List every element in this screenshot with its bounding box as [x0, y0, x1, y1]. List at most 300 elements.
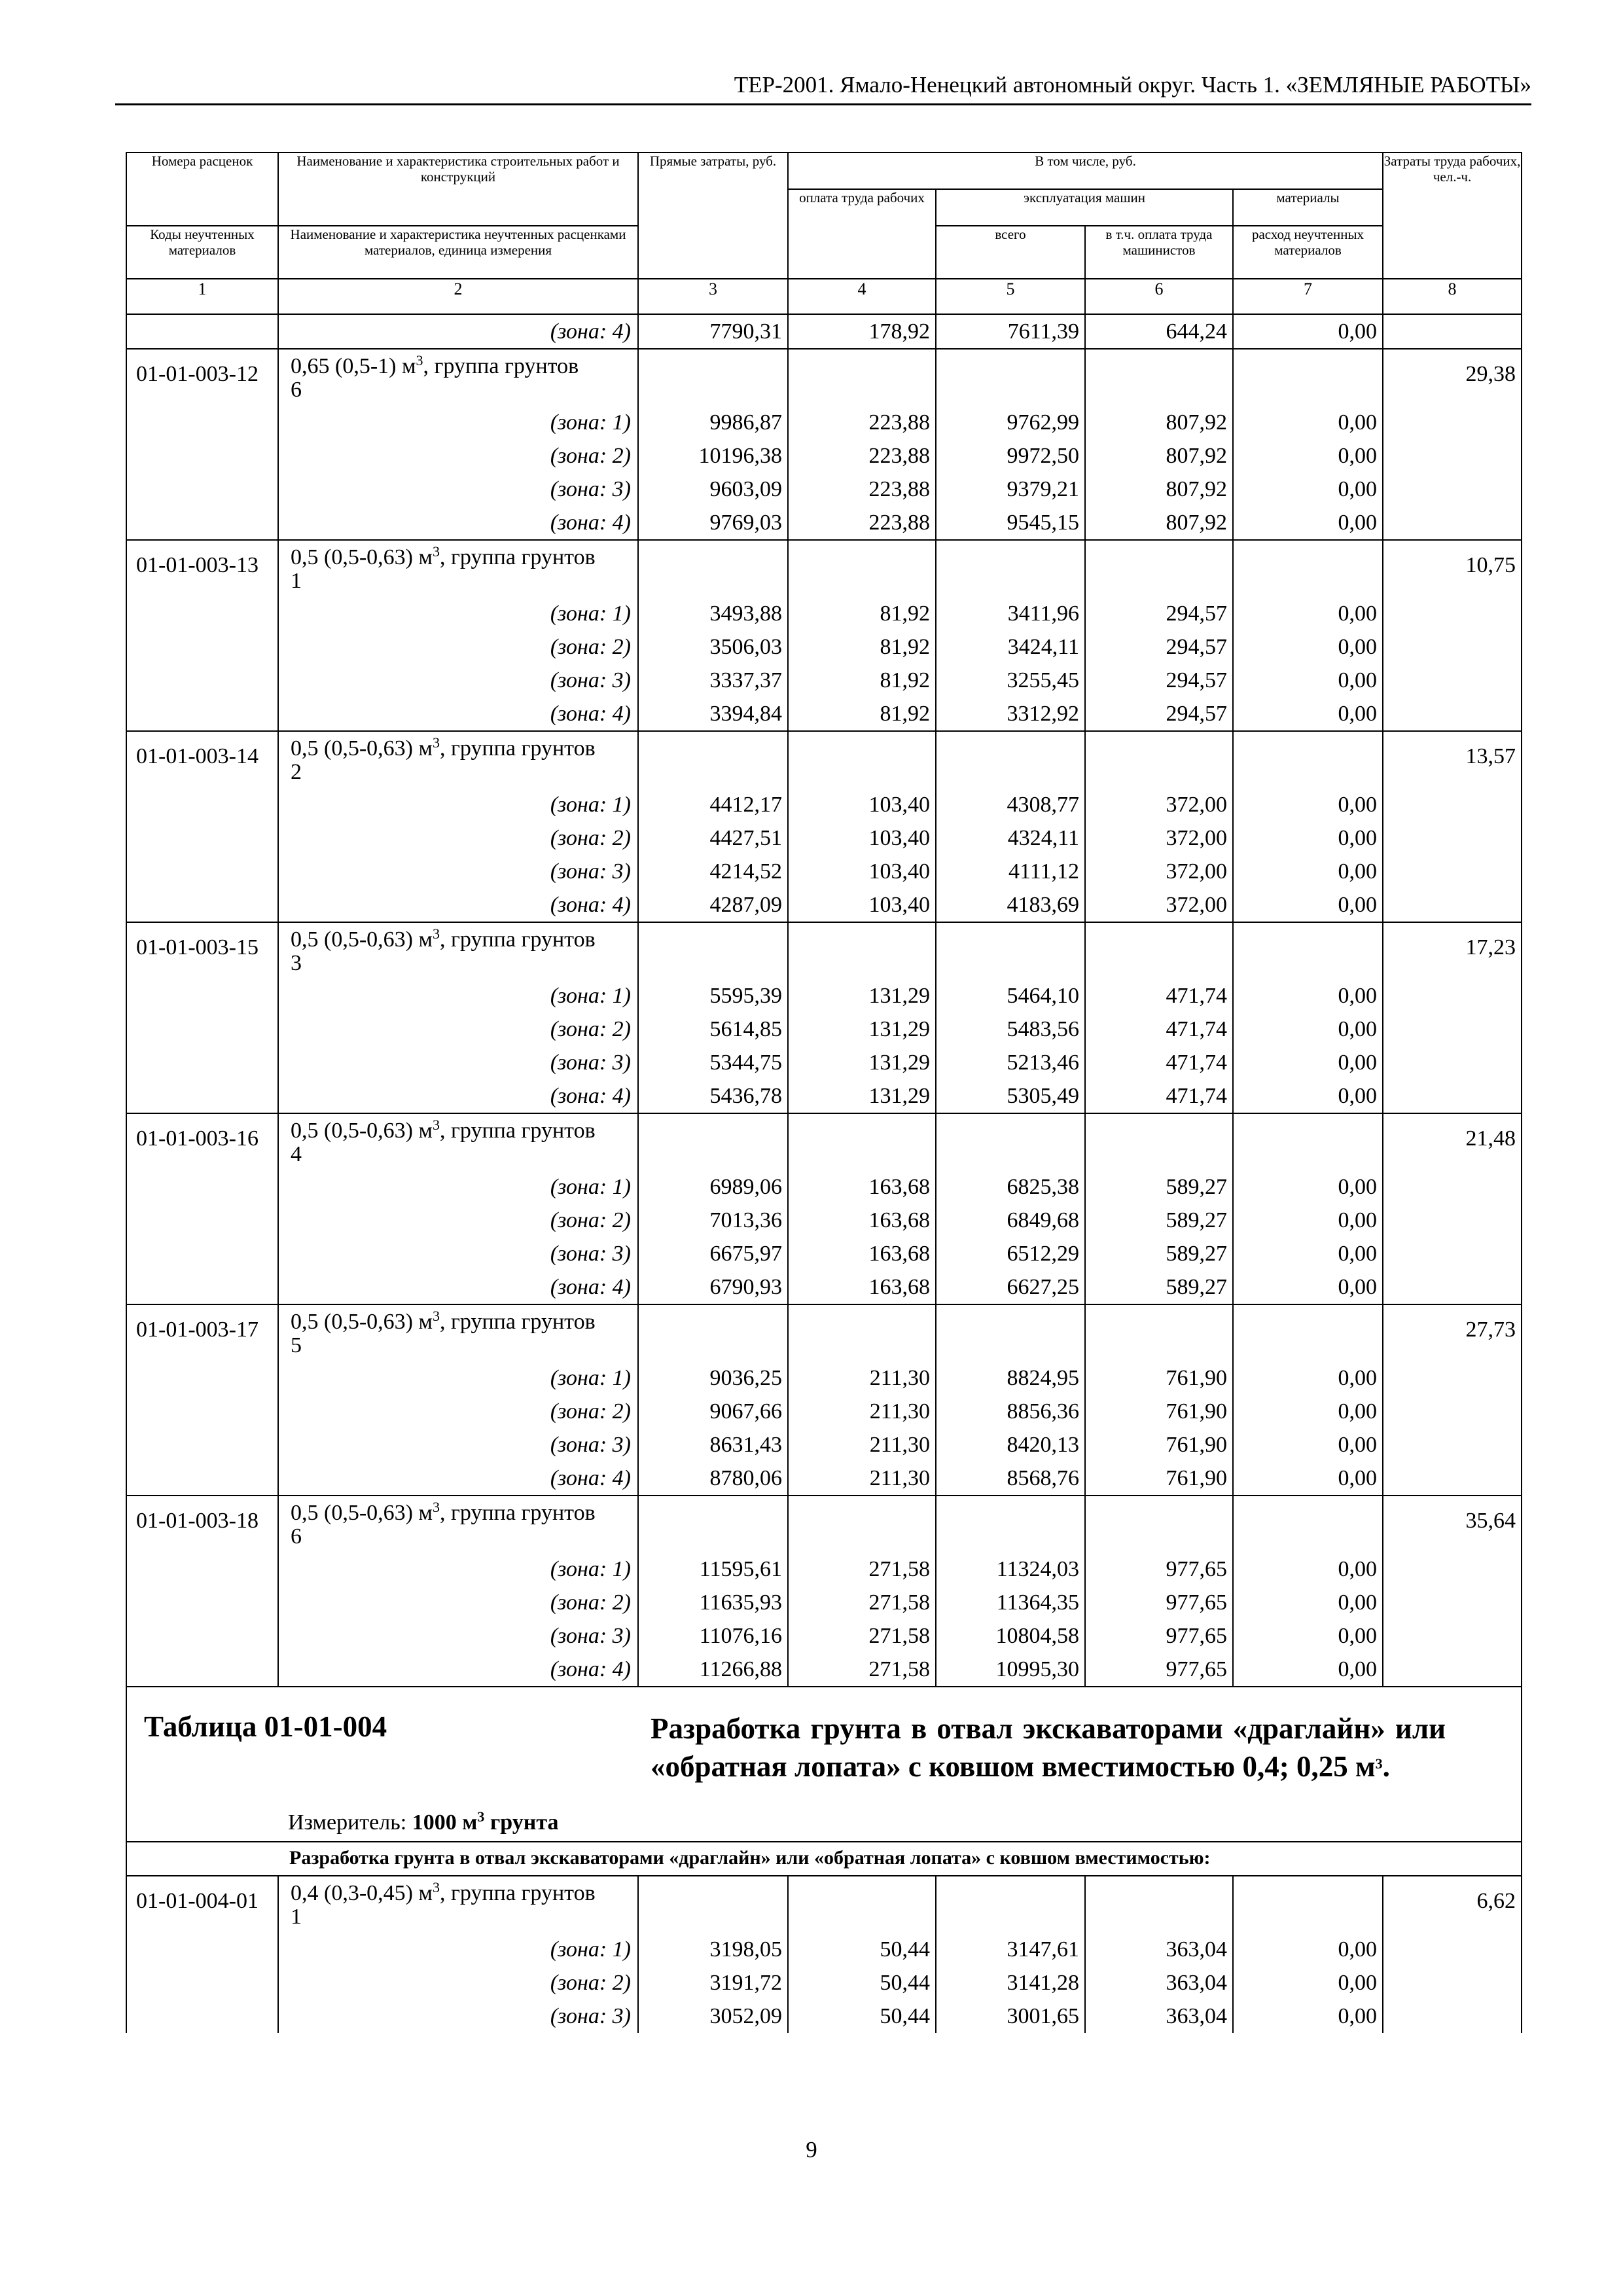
value-machines-wages: 977,65	[1085, 1586, 1233, 1619]
rate-name-sup: 3	[432, 1308, 440, 1324]
value-machines-total: 5305,49	[936, 1079, 1085, 1113]
zone-row	[126, 314, 1522, 349]
value-machines-wages: 372,00	[1085, 788, 1233, 821]
value-wages: 103,40	[788, 821, 936, 855]
zone-row	[126, 439, 1522, 473]
value-machines-total: 6512,29	[936, 1237, 1085, 1270]
zone-label: (зона: 1)	[278, 1933, 638, 1966]
zone-row	[126, 1013, 1522, 1046]
value-machines-total: 3424,11	[936, 630, 1085, 664]
value-direct: 3394,84	[638, 697, 788, 731]
value-machines-wages: 471,74	[1085, 979, 1233, 1013]
value-direct: 6675,97	[638, 1237, 788, 1270]
value-machines-total: 8856,36	[936, 1395, 1085, 1428]
zone-row	[126, 1428, 1522, 1462]
value-wages: 271,58	[788, 1653, 936, 1687]
zone-row	[126, 888, 1522, 922]
zone-label: (зона: 4)	[278, 1653, 638, 1687]
col-header-name-bottom: Наименование и характеристика неучтенных расценками материалов, единица измерения	[278, 226, 638, 279]
value-machines-total: 4324,11	[936, 821, 1085, 855]
value-wages: 131,29	[788, 1046, 936, 1079]
value-wages: 211,30	[788, 1395, 936, 1428]
rate-name-line2: 1	[291, 569, 302, 593]
zone-row	[126, 1079, 1522, 1113]
col-header-machines: эксплуатация машин	[936, 189, 1233, 226]
zone-label: (зона: 1)	[278, 979, 638, 1013]
value-materials: 0,00	[1233, 855, 1383, 888]
zone-label: (зона: 2)	[278, 1586, 638, 1619]
rate-name-line2: 1	[291, 1905, 302, 1929]
value-direct: 8780,06	[638, 1462, 788, 1496]
value-machines-wages: 589,27	[1085, 1270, 1233, 1304]
value-materials: 0,00	[1233, 1395, 1383, 1428]
value-materials: 0,00	[1233, 473, 1383, 506]
value-materials: 0,00	[1233, 821, 1383, 855]
rate-labor: 10,75	[1383, 540, 1522, 597]
table-title	[651, 1710, 1446, 1785]
value-materials: 0,00	[1233, 1170, 1383, 1204]
zone-label: (зона: 1)	[278, 1552, 638, 1586]
value-direct: 10196,38	[638, 439, 788, 473]
zone-row	[126, 506, 1522, 540]
value-direct: 7790,31	[638, 314, 788, 349]
value-machines-total: 8824,95	[936, 1361, 1085, 1395]
value-wages: 223,88	[788, 406, 936, 439]
table-title-row	[126, 1687, 1522, 1842]
value-materials: 0,00	[1233, 439, 1383, 473]
zone-row	[126, 406, 1522, 439]
value-materials: 0,00	[1233, 406, 1383, 439]
zone-row	[126, 697, 1522, 731]
value-machines-wages: 761,90	[1085, 1462, 1233, 1496]
value-wages: 103,40	[788, 855, 936, 888]
col-header-name-top: Наименование и характеристика строительных работ и конструкций	[278, 152, 638, 226]
zone-row	[126, 855, 1522, 888]
value-direct: 9067,66	[638, 1395, 788, 1428]
col-header-incl: В том числе, руб.	[788, 152, 1383, 189]
value-materials: 0,00	[1233, 1428, 1383, 1462]
zone-label: (зона: 2)	[278, 1966, 638, 2000]
rate-name-tail: , группа грунтов	[439, 1501, 596, 1525]
rate-labor: 21,48	[1383, 1113, 1522, 1170]
value-direct: 4427,51	[638, 821, 788, 855]
zone-label: (зона: 3)	[278, 1619, 638, 1653]
value-machines-wages: 807,92	[1085, 506, 1233, 540]
zone-label: (зона: 4)	[278, 888, 638, 922]
value-direct: 6989,06	[638, 1170, 788, 1204]
value-wages: 211,30	[788, 1462, 936, 1496]
value-machines-wages: 372,00	[1085, 855, 1233, 888]
value-materials: 0,00	[1233, 979, 1383, 1013]
value-direct: 11635,93	[638, 1586, 788, 1619]
value-wages: 50,44	[788, 2000, 936, 2033]
rate-head-row	[126, 540, 1522, 597]
rate-labor: 17,23	[1383, 922, 1522, 979]
rate-name	[278, 540, 638, 597]
zone-label: (зона: 1)	[278, 597, 638, 630]
zone-label: (зона: 2)	[278, 821, 638, 855]
value-machines-total: 8568,76	[936, 1462, 1085, 1496]
value-direct: 3493,88	[638, 597, 788, 630]
value-wages: 223,88	[788, 439, 936, 473]
zone-label: (зона: 3)	[278, 2000, 638, 2033]
rates-table	[126, 152, 1522, 2033]
value-machines-wages: 363,04	[1085, 2000, 1233, 2033]
column-number: 4	[788, 279, 936, 314]
value-materials: 0,00	[1233, 1237, 1383, 1270]
zone-label: (зона: 3)	[278, 855, 638, 888]
rate-code: 01-01-004-01	[126, 1876, 278, 1933]
column-number: 5	[936, 279, 1085, 314]
value-materials: 0,00	[1233, 1079, 1383, 1113]
value-machines-total: 10804,58	[936, 1619, 1085, 1653]
rate-name	[278, 349, 638, 406]
value-machines-total: 8420,13	[936, 1428, 1085, 1462]
running-header: ТЕР-2001. Ямало-Ненецкий автономный округ. Часть 1. «ЗЕМЛЯНЫЕ РАБОТЫ»	[115, 71, 1531, 105]
value-machines-total: 3312,92	[936, 697, 1085, 731]
value-direct: 5436,78	[638, 1079, 788, 1113]
zone-label: (зона: 2)	[278, 1204, 638, 1237]
value-machines-total: 3147,61	[936, 1933, 1085, 1966]
value-wages: 131,29	[788, 1013, 936, 1046]
value-direct: 3337,37	[638, 664, 788, 697]
col-header-materials-sub: расход неучтенных материалов	[1233, 226, 1383, 279]
value-wages: 223,88	[788, 506, 936, 540]
zone-row	[126, 473, 1522, 506]
value-machines-total: 3255,45	[936, 664, 1085, 697]
rate-head-row	[126, 1304, 1522, 1361]
value-machines-total: 3411,96	[936, 597, 1085, 630]
value-machines-wages: 807,92	[1085, 439, 1233, 473]
rate-head-row	[126, 349, 1522, 406]
value-materials: 0,00	[1233, 1270, 1383, 1304]
rate-name-sup: 3	[432, 1117, 440, 1133]
rate-name-sup: 3	[432, 1499, 440, 1515]
column-number: 7	[1233, 279, 1383, 314]
zone-row	[126, 630, 1522, 664]
value-wages: 223,88	[788, 473, 936, 506]
rate-name-main: 0,5 (0,5-0,63) м	[291, 1501, 433, 1525]
zone-row	[126, 1170, 1522, 1204]
zone-label: (зона: 4)	[278, 1270, 638, 1304]
col-header-machines-wages: в т.ч. оплата труда машинистов	[1085, 226, 1233, 279]
value-direct: 5595,39	[638, 979, 788, 1013]
rate-name-tail: , группа грунтов	[439, 927, 596, 952]
rate-name-tail: , группа грунтов	[439, 1881, 596, 1905]
value-materials: 0,00	[1233, 1552, 1383, 1586]
zone-row	[126, 1619, 1522, 1653]
value-wages: 50,44	[788, 1966, 936, 2000]
rate-name-sup: 3	[432, 1879, 440, 1895]
column-number: 1	[126, 279, 278, 314]
value-direct: 4214,52	[638, 855, 788, 888]
value-materials: 0,00	[1233, 1586, 1383, 1619]
col-header-labor: Затраты труда рабочих, чел.-ч.	[1383, 152, 1522, 279]
zone-label: (зона: 1)	[278, 788, 638, 821]
col-header-code-top: Номера расценок	[126, 152, 278, 226]
zone-label: (зона: 1)	[278, 1361, 638, 1395]
table-title-text: Разработка грунта в отвал экскаваторами «драглайн» или «обратная лопата» с ковшом вместимостью 0,4; 0,25 м	[651, 1712, 1446, 1783]
zone-row	[126, 1204, 1522, 1237]
zone-row	[126, 1237, 1522, 1270]
measure-prefix: Измеритель:	[288, 1810, 407, 1835]
measure-sup: 3	[477, 1808, 485, 1825]
value-machines-wages: 294,57	[1085, 697, 1233, 731]
value-machines-total: 5213,46	[936, 1046, 1085, 1079]
value-machines-wages: 372,00	[1085, 888, 1233, 922]
rate-name	[278, 1876, 638, 1933]
rate-head-row	[126, 1876, 1522, 1933]
zone-row	[126, 1270, 1522, 1304]
value-machines-total: 10995,30	[936, 1653, 1085, 1687]
rate-name-tail: , группа грунтов	[439, 736, 596, 761]
page-number: 9	[806, 2137, 817, 2162]
section-heading: Разработка грунта в отвал экскаваторами «драглайн» или «обратная лопата» с ковшом вместимостью:	[126, 1842, 1522, 1876]
zone-row	[126, 1586, 1522, 1619]
value-machines-total: 11364,35	[936, 1586, 1085, 1619]
rate-labor: 35,64	[1383, 1496, 1522, 1552]
rate-name-main: 0,65 (0,5-1) м	[291, 354, 416, 378]
rate-head-row	[126, 731, 1522, 788]
value-machines-total: 4111,12	[936, 855, 1085, 888]
column-number: 2	[278, 279, 638, 314]
rate-name-tail: , группа грунтов	[439, 1310, 596, 1334]
rate-name-main: 0,5 (0,5-0,63) м	[291, 1119, 433, 1143]
rate-name-main: 0,5 (0,5-0,63) м	[291, 1310, 433, 1334]
zone-label: (зона: 4)	[278, 697, 638, 731]
value-wages: 81,92	[788, 697, 936, 731]
value-wages: 163,68	[788, 1237, 936, 1270]
rate-name-tail: , группа грунтов	[439, 545, 596, 569]
value-machines-wages: 977,65	[1085, 1619, 1233, 1653]
value-direct: 9986,87	[638, 406, 788, 439]
value-machines-wages: 363,04	[1085, 1933, 1233, 1966]
zone-row	[126, 664, 1522, 697]
value-machines-wages: 471,74	[1085, 1013, 1233, 1046]
zone-row	[126, 788, 1522, 821]
zone-label: (зона: 4)	[278, 1079, 638, 1113]
rate-code: 01-01-003-15	[126, 922, 278, 979]
value-materials: 0,00	[1233, 788, 1383, 821]
value-materials: 0,00	[1233, 1046, 1383, 1079]
rate-name-line2: 3	[291, 951, 302, 975]
col-header-code-bottom: Коды неучтенных материалов	[126, 226, 278, 279]
zone-label: (зона: 2)	[278, 1395, 638, 1428]
rate-name	[278, 1113, 638, 1170]
zone-label: (зона: 2)	[278, 439, 638, 473]
value-materials: 0,00	[1233, 1013, 1383, 1046]
rate-name-line2: 5	[291, 1333, 302, 1357]
value-materials: 0,00	[1233, 1966, 1383, 2000]
rate-code: 01-01-003-16	[126, 1113, 278, 1170]
col-header-wages: оплата труда рабочих	[788, 189, 936, 279]
value-machines-total: 6825,38	[936, 1170, 1085, 1204]
rate-name-line2: 2	[291, 760, 302, 784]
column-number: 3	[638, 279, 788, 314]
zone-row	[126, 1653, 1522, 1687]
value-machines-total: 5483,56	[936, 1013, 1085, 1046]
zone-row	[126, 1462, 1522, 1496]
rate-name-tail: , группа грунтов	[439, 1119, 596, 1143]
table-label: Таблица 01-01-004	[144, 1710, 387, 1743]
value-direct: 3191,72	[638, 1966, 788, 2000]
rate-name-main: 0,5 (0,5-0,63) м	[291, 927, 433, 952]
value-machines-total: 5464,10	[936, 979, 1085, 1013]
zone-row	[126, 821, 1522, 855]
zone-row	[126, 1966, 1522, 2000]
rate-code: 01-01-003-17	[126, 1304, 278, 1361]
rate-name-tail: , группа грунтов	[423, 354, 579, 378]
measure-tail: грунта	[490, 1810, 559, 1835]
rate-code: 01-01-003-18	[126, 1496, 278, 1552]
rate-labor: 29,38	[1383, 349, 1522, 406]
value-direct: 9603,09	[638, 473, 788, 506]
value-wages: 103,40	[788, 788, 936, 821]
value-direct: 9036,25	[638, 1361, 788, 1395]
value-machines-wages: 807,92	[1085, 473, 1233, 506]
value-materials: 0,00	[1233, 1462, 1383, 1496]
value-wages: 81,92	[788, 597, 936, 630]
value-direct: 3052,09	[638, 2000, 788, 2033]
value-materials: 0,00	[1233, 630, 1383, 664]
value-machines-total: 6849,68	[936, 1204, 1085, 1237]
value-machines-total: 7611,39	[936, 314, 1085, 349]
rate-name-sup: 3	[416, 352, 423, 368]
value-wages: 131,29	[788, 1079, 936, 1113]
zone-row	[126, 2000, 1522, 2033]
value-wages: 81,92	[788, 664, 936, 697]
zone-label: (зона: 2)	[278, 1013, 638, 1046]
value-machines-total: 9762,99	[936, 406, 1085, 439]
col-header-materials: материалы	[1233, 189, 1383, 226]
value-machines-total: 9379,21	[936, 473, 1085, 506]
zone-row	[126, 597, 1522, 630]
zone-row	[126, 1046, 1522, 1079]
value-materials: 0,00	[1233, 888, 1383, 922]
section-row	[126, 1842, 1522, 1876]
value-materials: 0,00	[1233, 1361, 1383, 1395]
rate-head-row	[126, 1113, 1522, 1170]
value-machines-wages: 589,27	[1085, 1204, 1233, 1237]
value-machines-wages: 471,74	[1085, 1079, 1233, 1113]
value-materials: 0,00	[1233, 506, 1383, 540]
value-wages: 103,40	[788, 888, 936, 922]
rate-head-row	[126, 1496, 1522, 1552]
value-wages: 163,68	[788, 1170, 936, 1204]
zone-label: (зона: 3)	[278, 473, 638, 506]
value-machines-wages: 807,92	[1085, 406, 1233, 439]
value-wages: 211,30	[788, 1361, 936, 1395]
value-wages: 178,92	[788, 314, 936, 349]
zone-label: (зона: 3)	[278, 664, 638, 697]
zone-label: (зона: 4)	[278, 506, 638, 540]
zone-row	[126, 979, 1522, 1013]
column-number-row	[126, 279, 1522, 314]
value-machines-wages: 977,65	[1085, 1653, 1233, 1687]
value-machines-total: 4308,77	[936, 788, 1085, 821]
value-direct: 3198,05	[638, 1933, 788, 1966]
rate-name	[278, 1496, 638, 1552]
value-machines-wages: 589,27	[1085, 1170, 1233, 1204]
value-machines-wages: 471,74	[1085, 1046, 1233, 1079]
value-machines-total: 4183,69	[936, 888, 1085, 922]
rate-name-main: 0,5 (0,5-0,63) м	[291, 545, 433, 569]
rate-name-line2: 6	[291, 378, 302, 402]
value-machines-total: 6627,25	[936, 1270, 1085, 1304]
measure-unit	[288, 1810, 558, 1835]
zone-row	[126, 1361, 1522, 1395]
zone-label: (зона: 1)	[278, 406, 638, 439]
value-machines-wages: 761,90	[1085, 1395, 1233, 1428]
rate-name	[278, 922, 638, 979]
value-materials: 0,00	[1233, 1933, 1383, 1966]
zone-row	[126, 1395, 1522, 1428]
zone-label: (зона: 3)	[278, 1237, 638, 1270]
rate-name	[278, 1304, 638, 1361]
value-direct: 5614,85	[638, 1013, 788, 1046]
zone-row	[126, 1933, 1522, 1966]
value-materials: 0,00	[1233, 697, 1383, 731]
table-title-sup: 3	[1375, 1755, 1383, 1772]
value-direct: 4287,09	[638, 888, 788, 922]
zone-label: (зона: 4)	[278, 314, 638, 349]
rate-name	[278, 731, 638, 788]
value-materials: 0,00	[1233, 664, 1383, 697]
col-header-direct: Прямые затраты, руб.	[638, 152, 788, 279]
value-machines-wages: 589,27	[1085, 1237, 1233, 1270]
column-number: 6	[1085, 279, 1233, 314]
value-direct: 3506,03	[638, 630, 788, 664]
value-wages: 163,68	[788, 1204, 936, 1237]
value-materials: 0,00	[1233, 2000, 1383, 2033]
value-wages: 163,68	[788, 1270, 936, 1304]
rate-name-main: 0,5 (0,5-0,63) м	[291, 736, 433, 761]
zone-label: (зона: 3)	[278, 1428, 638, 1462]
rate-name-line2: 4	[291, 1142, 302, 1166]
rate-labor: 6,62	[1383, 1876, 1522, 1933]
value-machines-wages: 977,65	[1085, 1552, 1233, 1586]
value-machines-wages: 294,57	[1085, 630, 1233, 664]
zone-label: (зона: 1)	[278, 1170, 638, 1204]
value-machines-wages: 761,90	[1085, 1361, 1233, 1395]
rate-code: 01-01-003-12	[126, 349, 278, 406]
value-machines-total: 3001,65	[936, 2000, 1085, 2033]
zone-label: (зона: 2)	[278, 630, 638, 664]
col-header-machines-total: всего	[936, 226, 1085, 279]
value-wages: 271,58	[788, 1552, 936, 1586]
value-direct: 5344,75	[638, 1046, 788, 1079]
rate-name-line2: 6	[291, 1524, 302, 1549]
value-wages: 211,30	[788, 1428, 936, 1462]
value-machines-wages: 644,24	[1085, 314, 1233, 349]
value-wages: 81,92	[788, 630, 936, 664]
measure-value: 1000 м	[412, 1810, 478, 1835]
value-direct: 11595,61	[638, 1552, 788, 1586]
value-materials: 0,00	[1233, 1653, 1383, 1687]
value-direct: 9769,03	[638, 506, 788, 540]
value-direct: 4412,17	[638, 788, 788, 821]
rate-labor: 27,73	[1383, 1304, 1522, 1361]
value-machines-wages: 294,57	[1085, 664, 1233, 697]
rate-name-sup: 3	[432, 925, 440, 942]
rate-code: 01-01-003-13	[126, 540, 278, 597]
value-machines-total: 9545,15	[936, 506, 1085, 540]
value-wages: 271,58	[788, 1619, 936, 1653]
table-title-end: .	[1382, 1750, 1390, 1783]
value-machines-wages: 761,90	[1085, 1428, 1233, 1462]
rate-name-sup: 3	[432, 543, 440, 560]
column-number: 8	[1383, 279, 1522, 314]
